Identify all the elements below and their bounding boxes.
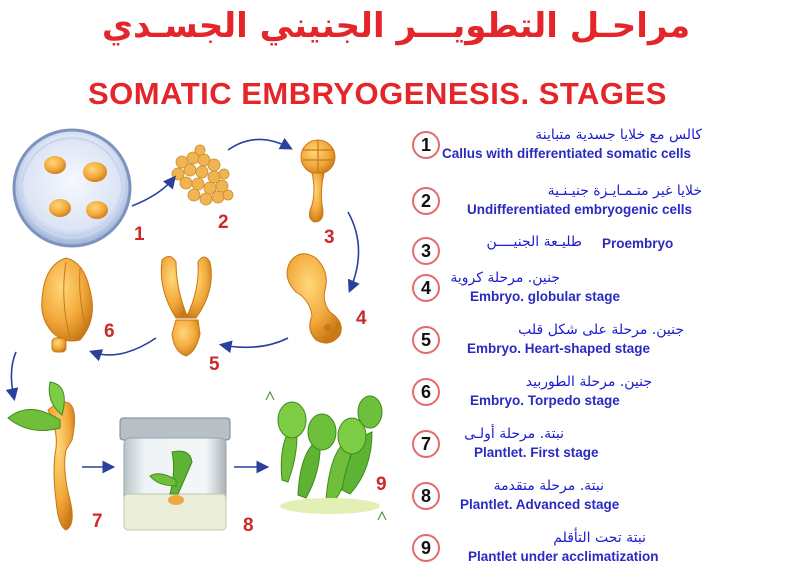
legend-row (412, 181, 792, 231)
heart-embryo-illustration (161, 256, 211, 356)
diagram-number-2: 2 (218, 212, 229, 233)
legend-badge: 7 (412, 430, 440, 458)
legend-badge: 8 (412, 482, 440, 510)
arabic-title: مراحـل التطويـــر الجنيني الجسـدي (101, 6, 691, 46)
globular-embryo-illustration (287, 254, 341, 343)
diagram-number-6: 6 (104, 321, 115, 342)
legend-english: Embryo. globular stage (470, 289, 621, 304)
legend-badge: 5 (412, 326, 440, 354)
culture-jar-illustration (120, 418, 230, 530)
english-title: SOMATIC EMBRYOGENESIS. STAGES (88, 76, 667, 111)
legend-english: Plantlet under acclimatization (468, 549, 659, 564)
diagram-number-4: 4 (356, 308, 367, 329)
torpedo-embryo-illustration (42, 258, 93, 352)
legend-arabic: جنين. مرحلة كروية (450, 270, 560, 286)
diagram-number-1: 1 (134, 224, 145, 245)
petri-dish-illustration (14, 130, 130, 246)
legend-arabic: نبتة. مرحلة أولـى (464, 426, 564, 442)
diagram-number-5: 5 (209, 354, 220, 375)
legend-badge: 1 (412, 131, 440, 159)
legend-row (412, 268, 792, 318)
seedling-illustration (8, 382, 75, 530)
legend-arabic: خلايا غير متـمـايـزة جنيـنـية (547, 183, 702, 199)
legend-row (412, 320, 792, 370)
stages-diagram (0, 120, 400, 582)
legend-row (412, 372, 792, 422)
legend-badge: 9 (412, 534, 440, 562)
legend-english: Undifferentiated embryogenic cells (467, 202, 693, 217)
legend-english: Plantlet. First stage (474, 445, 599, 460)
legend-row (412, 476, 792, 526)
legend-badge: 2 (412, 187, 440, 215)
legend-english: Embryo. Heart-shaped stage (467, 341, 651, 356)
diagram-number-9: 9 (376, 474, 387, 495)
legend-row (412, 528, 792, 578)
legend-row (412, 125, 792, 175)
legend-english: Callus with differentiated somatic cells (442, 146, 692, 161)
plantlets-illustration (266, 392, 386, 520)
diagram-number-3: 3 (324, 227, 335, 248)
legend-arabic: جنين. مرحلة الطوربيد (525, 374, 652, 390)
legend-arabic: نبتة. مرحلة متقدمة (493, 478, 604, 494)
diagram-number-7: 7 (92, 511, 103, 532)
legend-arabic: طليـعة الجنيــــن (486, 234, 582, 250)
legend-badge: 3 (412, 237, 440, 265)
legend-badge: 4 (412, 274, 440, 302)
legend-badge: 6 (412, 378, 440, 406)
legend-arabic: نبتة تحت التأقلم (553, 530, 646, 546)
legend-english: Proembryo (602, 236, 674, 251)
diagram-number-8: 8 (243, 515, 254, 536)
legend-english: Embryo. Torpedo stage (470, 393, 620, 408)
proembryo-illustration (301, 140, 335, 222)
legend-arabic: كالس مع خلايا جسدية متباينة (535, 127, 702, 143)
cell-cluster-illustration (172, 145, 233, 205)
legend-arabic: جنين. مرحلة على شكل قلب (518, 322, 684, 338)
legend-row (412, 424, 792, 474)
legend-english: Plantlet. Advanced stage (460, 497, 620, 512)
